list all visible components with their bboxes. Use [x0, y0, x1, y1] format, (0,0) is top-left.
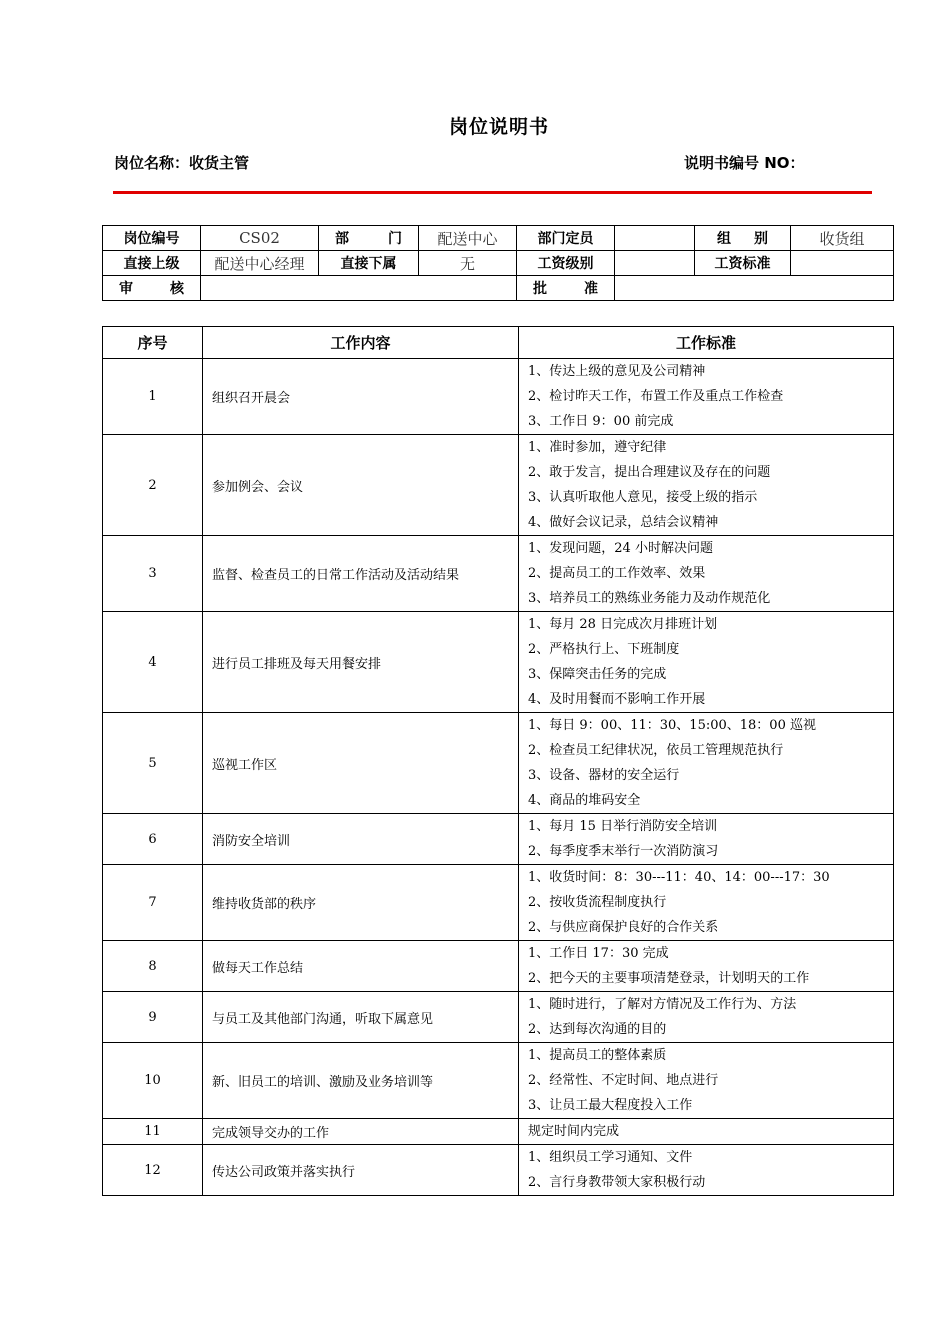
- standard-line: 4、及时用餐而不影响工作开展: [528, 692, 706, 707]
- standard-line: 1、随时进行，了解对方情况及工作行为、方法: [528, 997, 797, 1012]
- duty-standards: [519, 865, 894, 941]
- header-work-content: 工作内容: [203, 327, 519, 359]
- document-title: 岗位说明书: [448, 116, 549, 138]
- duty-content: 消防安全培训: [203, 814, 519, 865]
- duty-content: 与员工及其他部门沟通，听取下属意见: [203, 992, 519, 1043]
- value-approve: [615, 276, 894, 301]
- value-position-code: CS02: [201, 226, 319, 251]
- duty-content: 维持收货部的秩序: [203, 865, 519, 941]
- duty-number: 4: [103, 612, 203, 713]
- standard-line: 2、按收货流程制度执行: [528, 895, 667, 910]
- duty-content: 巡视工作区: [203, 713, 519, 814]
- duty-row: [103, 814, 894, 865]
- duty-standards: [519, 536, 894, 612]
- duty-standards: [519, 1119, 894, 1145]
- duty-number: 5: [103, 713, 203, 814]
- duties-table: [102, 326, 894, 1196]
- standard-line: 3、保障突击任务的完成: [528, 667, 667, 682]
- standard-line: 2、言行身教带领大家积极行动: [528, 1175, 706, 1190]
- duty-standards: [519, 713, 894, 814]
- standard-line: 规定时间内完成: [528, 1124, 620, 1139]
- standard-line: 3、让员工最大程度投入工作: [528, 1098, 693, 1113]
- duty-row: [103, 1043, 894, 1119]
- duty-standards: [519, 814, 894, 865]
- duty-content: 监督、检查员工的日常工作活动及活动结果: [203, 536, 519, 612]
- standard-line: 2、每季度季末举行一次消防演习: [528, 844, 719, 859]
- label-review: 审 核: [103, 276, 201, 301]
- duty-number: 11: [103, 1119, 203, 1145]
- standard-line: 2、达到每次沟通的目的: [528, 1022, 667, 1037]
- label-headcount: 部门定员: [517, 226, 615, 251]
- duty-standards: [519, 1145, 894, 1196]
- standard-line: 2、经常性、不定时间、地点进行: [528, 1073, 719, 1088]
- standard-line: 1、收货时间：8：30---11：40、14：00---17：30: [528, 870, 830, 885]
- standard-line: 3、认真听取他人意见，接受上级的指示: [528, 490, 758, 505]
- value-headcount: [615, 226, 695, 251]
- duty-row: [103, 1119, 894, 1145]
- duty-number: 10: [103, 1043, 203, 1119]
- standard-line: 3、培养员工的熟练业务能力及动作规范化: [528, 591, 771, 606]
- standard-line: 2、与供应商保护良好的合作关系: [528, 920, 719, 935]
- label-direct-superior: 直接上级: [103, 251, 201, 276]
- standard-line: 2、检讨昨天工作，布置工作及重点工作检查: [528, 389, 784, 404]
- duty-number: 9: [103, 992, 203, 1043]
- value-direct-superior: 配送中心经理: [201, 251, 319, 276]
- label-salary-level: 工资级别: [517, 251, 615, 276]
- standard-line: 2、检查员工纪律状况，依员工管理规范执行: [528, 743, 784, 758]
- value-review: [201, 276, 517, 301]
- duty-row: [103, 865, 894, 941]
- red-divider: [113, 191, 872, 194]
- duty-standards: [519, 612, 894, 713]
- standard-line: 1、准时参加，遵守纪律: [528, 440, 667, 455]
- duty-standards: [519, 435, 894, 536]
- value-direct-subordinate: 无: [419, 251, 517, 276]
- duty-content: 完成领导交办的工作: [203, 1119, 519, 1145]
- standard-line: 1、每月 15 日举行消防安全培训: [528, 819, 718, 834]
- duty-number: 12: [103, 1145, 203, 1196]
- duty-content: 组织召开晨会: [203, 359, 519, 435]
- duty-row: [103, 1145, 894, 1196]
- standard-line: 4、做好会议记录，总结会议精神: [528, 515, 719, 530]
- standard-line: 2、严格执行上、下班制度: [528, 642, 680, 657]
- label-group: 组 别: [695, 226, 791, 251]
- position-info-table: [102, 225, 894, 301]
- duty-standards: [519, 359, 894, 435]
- duty-standards: [519, 941, 894, 992]
- standard-line: 4、商品的堆码安全: [528, 793, 641, 808]
- duty-number: 3: [103, 536, 203, 612]
- duty-number: 8: [103, 941, 203, 992]
- duty-row: [103, 992, 894, 1043]
- value-salary-level: [615, 251, 695, 276]
- standard-line: 1、每日 9：00、11：30、15:00、18：00 巡视: [528, 718, 816, 733]
- duty-content: 新、旧员工的培训、激励及业务培训等: [203, 1043, 519, 1119]
- standard-line: 1、组织员工学习通知、文件: [528, 1150, 693, 1165]
- duty-number: 6: [103, 814, 203, 865]
- duty-number: 1: [103, 359, 203, 435]
- duty-content: 进行员工排班及每天用餐安排: [203, 612, 519, 713]
- standard-line: 1、每月 28 日完成次月排班计划: [528, 617, 718, 632]
- standard-line: 2、敢于发言，提出合理建议及存在的问题: [528, 465, 771, 480]
- header-work-standard: 工作标准: [519, 327, 894, 359]
- standard-line: 1、传达上级的意见及公司精神: [528, 364, 706, 379]
- value-department: 配送中心: [419, 226, 517, 251]
- standard-line: 2、提高员工的工作效率、效果: [528, 566, 706, 581]
- duty-content: 传达公司政策并落实执行: [203, 1145, 519, 1196]
- duty-row: [103, 612, 894, 713]
- standard-line: 1、发现问题，24 小时解决问题: [528, 541, 713, 556]
- position-name: 岗位名称：收货主管: [114, 154, 250, 172]
- duty-row: [103, 435, 894, 536]
- value-salary-standard: [791, 251, 894, 276]
- duty-content: 参加例会、会议: [203, 435, 519, 536]
- duty-row: [103, 713, 894, 814]
- info-row-3: [103, 276, 894, 301]
- info-row-1: [103, 226, 894, 251]
- duty-row: [103, 941, 894, 992]
- duty-number: 2: [103, 435, 203, 536]
- duty-content: 做每天工作总结: [203, 941, 519, 992]
- standard-line: 2、把今天的主要事项清楚登录，计划明天的工作: [528, 971, 810, 986]
- label-salary-standard: 工资标准: [695, 251, 791, 276]
- duty-row: [103, 536, 894, 612]
- value-group: 收货组: [791, 226, 894, 251]
- duty-standards: [519, 992, 894, 1043]
- header-sequence: 序号: [103, 327, 203, 359]
- standard-line: 1、提高员工的整体素质: [528, 1048, 667, 1063]
- duty-row: [103, 359, 894, 435]
- label-direct-subordinate: 直接下属: [319, 251, 419, 276]
- label-department: 部 门: [319, 226, 419, 251]
- duty-standards: [519, 1043, 894, 1119]
- standard-line: 3、工作日 9：00 前完成: [528, 414, 674, 429]
- label-position-code: 岗位编号: [103, 226, 201, 251]
- info-row-2: [103, 251, 894, 276]
- standard-line: 3、设备、器材的安全运行: [528, 768, 680, 783]
- document-number: 说明书编号 NO：: [684, 154, 805, 172]
- duties-header-row: [103, 327, 894, 359]
- label-approve: 批 准: [517, 276, 615, 301]
- standard-line: 1、工作日 17：30 完成: [528, 946, 669, 961]
- duty-number: 7: [103, 865, 203, 941]
